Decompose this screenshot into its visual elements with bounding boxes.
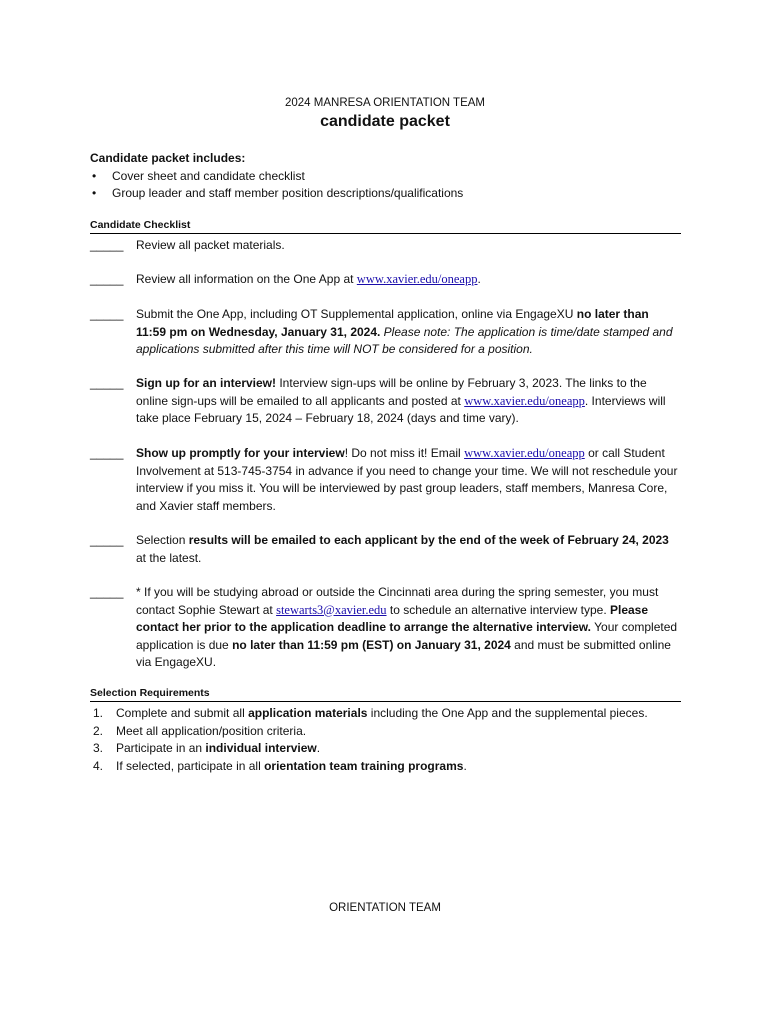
checklist-item-sign-up: _____ Sign up for an interview! Interview sign-ups will be online by February 3, 2023. The links to the online sign-ups will be emailed to all applicants and posted at www.xavier.edu/oneapp. Interviews will take place February 15, 2024 – February 18, 2024 (days and time vary). [90, 376, 666, 425]
requirements-heading: Selection Requirements [90, 686, 681, 702]
list-item: 2. Meet all application/position criteria. [93, 723, 307, 738]
checkbox-blank: _____ [90, 376, 124, 390]
includes-list [90, 168, 690, 203]
list-item: • Group leader and staff member position descriptions/qualifications [90, 185, 690, 203]
checkbox-blank: _____ [90, 533, 124, 547]
list-item: 3. Participate in an individual interview. [93, 741, 321, 755]
checklist-heading: Candidate Checklist [90, 218, 681, 234]
email-link[interactable]: stewarts3@xavier.edu [276, 602, 387, 617]
checklist-item-show-up: _____ Show up promptly for your interview! Do not miss it! Email www.xavier.edu/oneapp or call Student Involvement at 513-745-3754 in advance if you need to change your time. We will not reschedule your interview if you miss it. You will be interviewed by past group leaders, staff members, Manresa Core, and Xavier staff members. [90, 446, 678, 513]
oneapp-link[interactable]: www.xavier.edu/oneapp [356, 272, 478, 286]
includes-heading: Candidate packet includes: [90, 151, 246, 165]
list-item: 1. Complete and submit all application materials including the One App and the supplemental pieces. [93, 706, 648, 720]
list-item: • Cover sheet and candidate checklist [90, 168, 690, 186]
checklist-item-review-packet: _____ Review all packet materials. [90, 237, 682, 255]
checkbox-blank: _____ [90, 238, 124, 252]
packet-includes [90, 150, 690, 203]
page-title: candidate packet [320, 113, 450, 130]
footer-text: ORIENTATION TEAM [329, 902, 441, 914]
header-subtitle: 2024 MANRESA ORIENTATION TEAM [284, 97, 486, 109]
oneapp-link[interactable]: www.xavier.edu/oneapp [464, 393, 585, 408]
checklist-item-selection-results: _____ Selection results will be emailed to each applicant by the end of the week of February 24, 2023 at the latest. [90, 533, 669, 565]
checkbox-blank: _____ [90, 307, 124, 321]
checklist-item-study-abroad: _____ * If you will be studying abroad or outside the Cincinnati area during the spring semester, you must contact Sophie Stewart at stewarts3@xavier.edu to schedule an alternative interview type. Please contact her prior to the application deadline to arrange the alternative interview. Your completed application is due no later than 11:59 pm (EST) on January 31, 2024 and must be submitted online via EngageXU. [90, 585, 678, 669]
checklist-item-review-oneapp: _____ Review all information on the One App at www.xavier.edu/oneapp. [90, 271, 682, 289]
oneapp-link[interactable]: www.xavier.edu/oneapp [464, 446, 585, 460]
checkbox-blank: _____ [90, 272, 124, 286]
checkbox-blank: _____ [90, 585, 124, 599]
list-item: 4. If selected, participate in all orientation team training programs. [93, 758, 467, 773]
requirements-list [90, 705, 690, 775]
checkbox-blank: _____ [90, 446, 124, 460]
checklist-item-submit-app: _____ Submit the One App, including OT Supplemental application, online via EngageXU no later than 11:59 pm on Wednesday, January 31, 2024. Please note: The application is time/date stamped and applications submitted after this time will NOT be considered for a position. [90, 307, 673, 356]
